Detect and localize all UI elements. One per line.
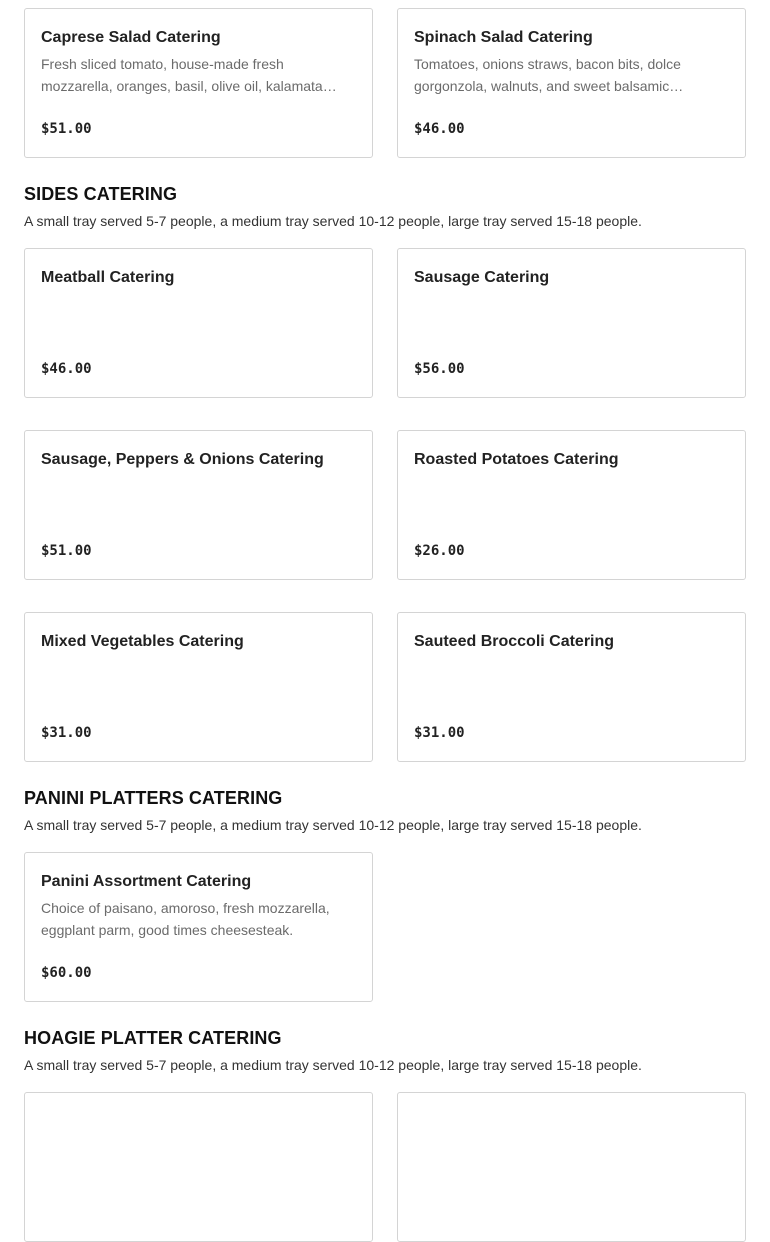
menu-item-name: Caprese Salad Catering	[41, 29, 221, 46]
section-title: SIDES CATERING	[24, 184, 178, 204]
menu-item-name: Sausage, Peppers & Onions Catering	[41, 451, 324, 468]
menu-item-name: Meatball Catering	[41, 269, 175, 286]
menu-item-price: $51.00	[41, 543, 92, 559]
menu-item-card[interactable]	[24, 1092, 373, 1242]
section-title: HOAGIE PLATTER CATERING	[24, 1028, 282, 1048]
menu-item-name: Mixed Vegetables Catering	[41, 633, 244, 650]
menu-item-name: Sauteed Broccoli Catering	[414, 633, 615, 650]
menu-item-price: $60.00	[41, 965, 92, 981]
menu-item-description: Choice of paisano, amoroso, fresh mozzarella, eggplant parm, good times cheesesteak.	[41, 900, 330, 938]
section-description: A small tray served 5-7 people, a medium tray served 10-12 people, large tray served 15-18 people.	[24, 817, 642, 833]
menu-item-price: $31.00	[41, 725, 92, 741]
menu-item-name: Panini Assortment Catering	[41, 873, 252, 890]
menu-item-card[interactable]	[24, 612, 373, 762]
menu-item-price: $56.00	[414, 361, 465, 377]
menu-item-name: Sausage Catering	[414, 269, 550, 286]
menu-item-name: Spinach Salad Catering	[414, 29, 593, 46]
menu-item-card[interactable]	[24, 852, 373, 1002]
section-description: A small tray served 5-7 people, a medium tray served 10-12 people, large tray served 15-18 people.	[24, 1057, 642, 1073]
section-description: A small tray served 5-7 people, a medium tray served 10-12 people, large tray served 15-18 people.	[24, 213, 642, 229]
menu-item-card[interactable]	[24, 430, 373, 580]
menu-item-name: Roasted Potatoes Catering	[414, 451, 619, 468]
menu-item-card[interactable]	[397, 8, 746, 158]
menu-item-card[interactable]	[24, 8, 373, 158]
section-title: PANINI PLATTERS CATERING	[24, 788, 283, 808]
menu-item-price: $31.00	[414, 725, 465, 741]
menu-item-price: $46.00	[41, 361, 92, 377]
menu-item-price: $46.00	[414, 121, 465, 137]
menu-item-card[interactable]	[397, 430, 746, 580]
menu-item-price: $51.00	[41, 121, 92, 137]
menu-item-description: Tomatoes, onions straws, bacon bits, dolce gorgonzola, walnuts, and sweet balsamic…	[414, 56, 684, 94]
menu-item-card[interactable]	[397, 1092, 746, 1242]
menu-item-price: $26.00	[414, 543, 465, 559]
menu-item-card[interactable]	[397, 612, 746, 762]
menu-item-card[interactable]	[397, 248, 746, 398]
menu-item-card[interactable]	[24, 248, 373, 398]
menu-item-description: Fresh sliced tomato, house-made fresh mozzarella, oranges, basil, olive oil, kalamata…	[41, 56, 337, 94]
